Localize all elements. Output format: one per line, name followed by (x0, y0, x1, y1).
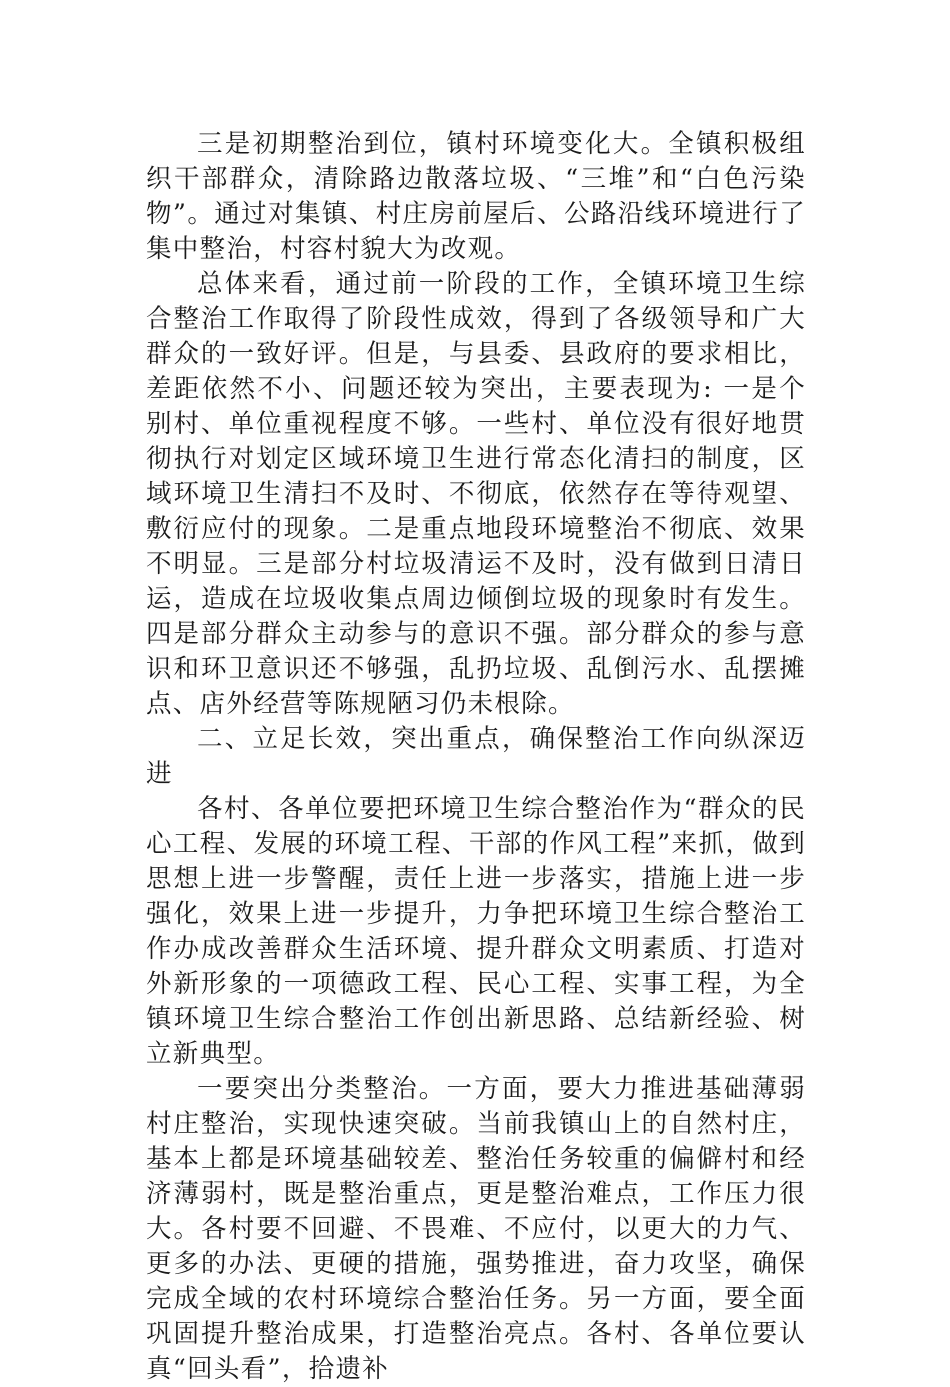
paragraph-classified-rectification: 一要突出分类整治。一方面，要大力推进基础薄弱村庄整治，实现快速突破。当前我镇山上的自然村庄，基本上都是环境基础较差、整治任务较重的偏僻村和经济薄弱村，既是整治重点，更是整治难点，工作压力很大。各村要不回避、不畏难、不应付，以更大的力气、更多的办法、更硬的措施，强势推进，奋力攻坚，确保完成全域的农村环境综合整治任务。另一方面，要全面巩固提升整治成果，打造整治亮点。各村、各单位要认真“回头看”，拾遗补 (146, 1074, 806, 1384)
paragraph-requirements: 各村、各单位要把环境卫生综合整治作为“群众的民心工程、发展的环境工程、干部的作风工程”来抓，做到思想上进一步警醒，责任上进一步落实，措施上进一步强化，效果上进一步提升，力争把环境卫生综合整治工作办成改善群众生活环境、提升群众文明素质、打造对外新形象的一项德政工程、民心工程、实事工程，为全镇环境卫生综合整治工作创出新思路、总结新经验、树立新典型。 (146, 794, 806, 1069)
paragraph-problems: 总体来看，通过前一阶段的工作，全镇环境卫生综合整治工作取得了阶段性成效，得到了各级领导和广大群众的一致好评。但是，与县委、县政府的要求相比，差距依然不小、问题还较为突出，主要表现为: 一是个别村、单位重视程度不够。一些村、单位没有很好地贯彻执行对划定区域环境卫生进行常态化清扫的制度，区域环境卫生清扫不及时、不彻底，依然存在等待观望、敷衍应付的现象。二是重点地段环境整治不彻底、效果不明显。三是部分村垃圾清运不及时，没有做到日清日运，造成在垃圾收集点周边倾倒垃圾的现象时有发生。四是部分群众主动参与的意识不强。部分群众的参与意识和环卫意识还不够强，乱扔垃圾、乱倒污水、乱摆摊点、店外经营等陈规陋习仍未根除。 (146, 269, 806, 719)
paragraph-initial-results: 三是初期整治到位，镇村环境变化大。全镇积极组织干部群众，清除路边散落垃圾、“三堆”和“白色污染物”。通过对集镇、村庄房前屋后、公路沿线环境进行了集中整治，村容村貌大为改观。 (146, 129, 806, 264)
document-page (146, 127, 806, 1387)
section-heading: 二、立足长效，突出重点，确保整治工作向纵深迈进 (146, 724, 806, 789)
